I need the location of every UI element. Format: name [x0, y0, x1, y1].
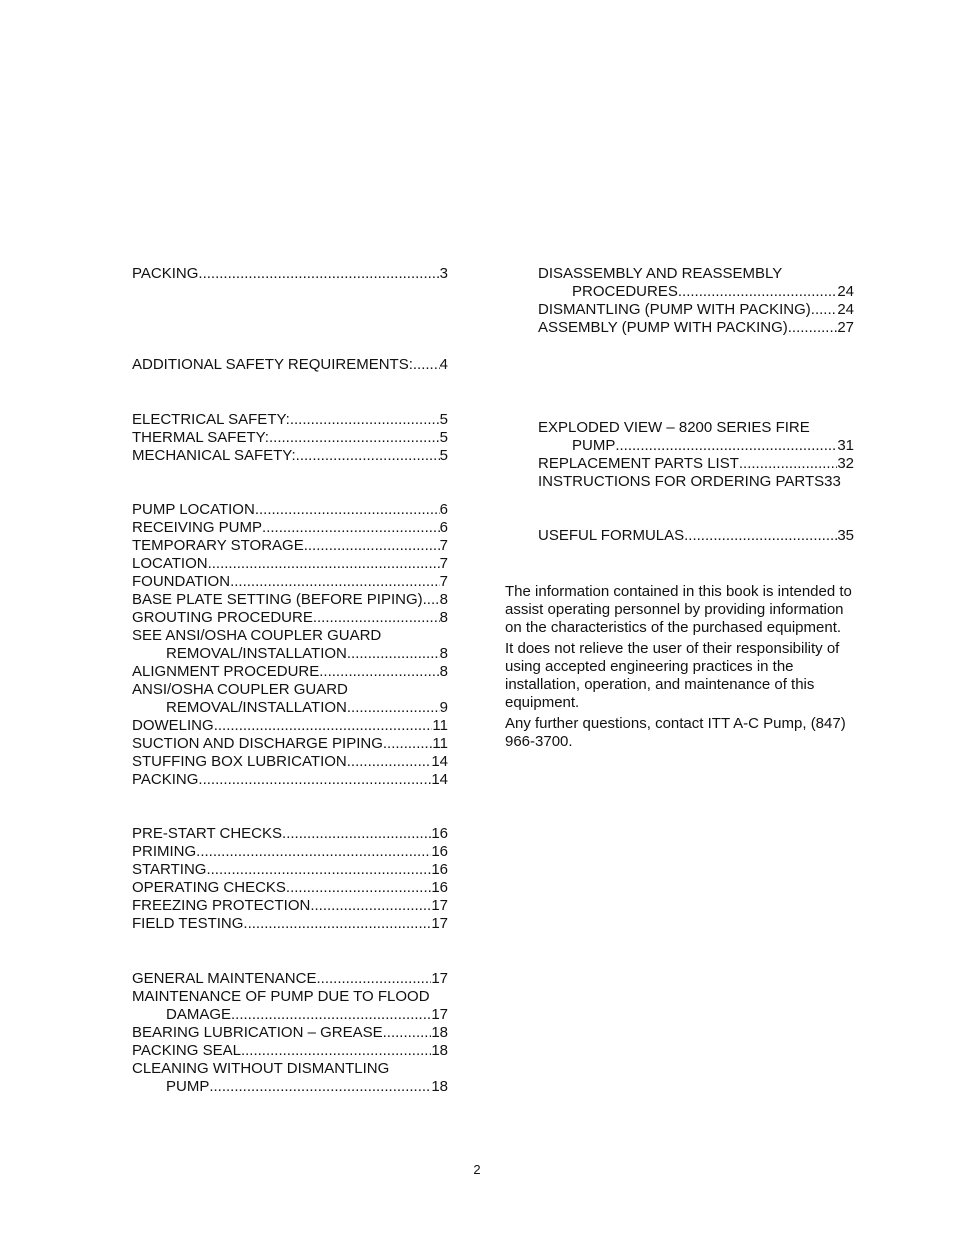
toc-entry-title: RECEIVING PUMP: [132, 519, 263, 536]
toc-entry-title: SUCTION AND DISCHARGE PIPING: [132, 735, 383, 752]
toc-entry: [538, 419, 854, 437]
toc-entry-title: GROUTING PROCEDURE: [132, 609, 313, 626]
toc-entry-title: ANSI/OSHA COUPLER GUARD: [132, 681, 348, 698]
toc-leader: [788, 319, 838, 337]
toc-entry: [132, 897, 448, 915]
toc-entry: [538, 265, 854, 283]
toc-entry: [132, 771, 448, 789]
toc-entry-page: 32: [837, 455, 854, 472]
toc-entry-title: CLEANING WITHOUT DISMANTLING: [132, 1060, 390, 1077]
toc-entry-title: REMOVAL/INSTALLATION: [166, 699, 347, 716]
toc-entry: [538, 319, 854, 337]
toc-entry: [132, 265, 448, 283]
toc-entry-title: SEE ANSI/OSHA COUPLER GUARD: [132, 627, 382, 644]
toc-entry: [132, 1060, 448, 1078]
info-text-block: [505, 583, 860, 754]
toc-leader: [684, 527, 837, 545]
toc-entry-page: 24: [837, 283, 854, 300]
toc-entry-title: STARTING: [132, 861, 207, 878]
toc-entry-page: 27: [837, 319, 854, 336]
info-paragraph: The information contained in this book is intended to assist operating personnel by providing information on the characteristics of the purchased equipment.: [505, 583, 852, 636]
toc-entry-page: 7: [439, 537, 448, 554]
toc-entry: [132, 537, 448, 555]
toc-leader: [269, 429, 440, 447]
toc-entry-page: 8: [439, 609, 448, 626]
toc-entry-page: 8: [439, 591, 448, 608]
toc-entry-title: MAINTENANCE OF PUMP DUE TO FLOOD: [132, 988, 430, 1005]
toc-entry: [132, 411, 448, 429]
toc-entry-title: BASE PLATE SETTING (BEFORE PIPING): [132, 591, 423, 608]
toc-entry: [132, 879, 448, 897]
info-paragraph: It does not relieve the user of their responsibility of using accepted engineering practices in the installation, operation, and maintenance of this equipment.: [505, 640, 840, 711]
toc-leader: [319, 663, 439, 681]
toc-entry-title: ASSEMBLY (PUMP WITH PACKING): [538, 319, 788, 336]
toc-entry-title: PRIMING: [132, 843, 197, 860]
toc-entry-page: 14: [431, 753, 448, 770]
toc-entry-title: FOUNDATION: [132, 573, 231, 590]
toc-entry-page: 18: [431, 1078, 448, 1095]
toc-leader: [413, 356, 440, 374]
toc-entry: [132, 1024, 448, 1042]
toc-leader: [231, 1006, 431, 1024]
toc-leader: [347, 753, 432, 771]
toc-entry-page: 35: [837, 527, 854, 544]
toc-entry-page: 17: [431, 1006, 448, 1023]
toc-leader: [214, 717, 433, 735]
toc-entry-page: 16: [431, 861, 448, 878]
toc-leader: [383, 1024, 432, 1042]
toc-entry-page: 18: [431, 1042, 448, 1059]
toc-entry: [132, 915, 448, 933]
toc-entry-page: 31: [837, 437, 854, 454]
toc-entry-page: 33: [824, 473, 841, 490]
toc-entry-title: PROCEDURES: [572, 283, 678, 300]
toc-entry: [132, 519, 448, 537]
toc-leader: [304, 537, 440, 555]
toc-leader: [811, 301, 838, 319]
toc-leader: [423, 591, 440, 609]
toc-leader: [286, 879, 431, 897]
toc-entry-page: 9: [439, 699, 448, 716]
toc-leader: [316, 970, 431, 988]
toc-entry-title: PACKING: [132, 265, 199, 282]
toc-entry-page: 17: [431, 897, 448, 914]
toc-entry-page: 14: [431, 771, 448, 788]
toc-entry: [538, 455, 854, 473]
toc-entry-page: 5: [439, 429, 448, 446]
toc-entry: [132, 501, 448, 519]
toc-entry-title: EXPLODED VIEW – 8200 SERIES FIRE: [538, 419, 810, 436]
toc-entry-title: DISASSEMBLY AND REASSEMBLY: [538, 265, 783, 282]
toc-leader: [290, 411, 440, 429]
toc-entry-page: 16: [431, 825, 448, 842]
toc-leader: [262, 519, 440, 537]
toc-entry: [132, 627, 448, 645]
toc-entry-title: ALIGNMENT PROCEDURE: [132, 663, 320, 680]
toc-entry-page: 17: [431, 915, 448, 932]
toc-leader: [296, 447, 440, 465]
toc-leader: [255, 501, 440, 519]
toc-entry-title: REMOVAL/INSTALLATION: [166, 645, 347, 662]
toc-entry: [132, 861, 448, 879]
toc-entry-title: DAMAGE: [166, 1006, 232, 1023]
toc-entry: [132, 735, 448, 753]
toc-leader: [678, 283, 837, 301]
toc-leader: [230, 573, 440, 591]
toc-entry-page: 5: [439, 411, 448, 428]
toc-entry-title: LOCATION: [132, 555, 208, 572]
toc-entry: [132, 970, 448, 988]
toc-entry: [132, 429, 448, 447]
toc-entry-page: 16: [431, 843, 448, 860]
toc-entry: [132, 1042, 448, 1060]
toc-entry-page: 3: [439, 265, 448, 282]
toc-entry-page: 4: [439, 356, 448, 373]
toc-entry-title: INSTRUCTIONS FOR ORDERING PARTS: [538, 473, 825, 490]
toc-entry-page: 6: [439, 519, 448, 536]
toc-entry-title: PUMP LOCATION: [132, 501, 255, 518]
toc-entry: [132, 1078, 448, 1096]
toc-entry-title: PUMP: [166, 1078, 210, 1095]
toc-entry-title: PUMP: [572, 437, 616, 454]
toc-leader: [241, 1042, 431, 1060]
toc-entry-title: REPLACEMENT PARTS LIST: [538, 455, 739, 472]
toc-entry-page: 24: [837, 301, 854, 318]
toc-entry-title: ADDITIONAL SAFETY REQUIREMENTS:: [132, 356, 413, 373]
toc-leader: [313, 609, 440, 627]
toc-leader: [347, 699, 440, 717]
toc-entry-page: 11: [432, 717, 448, 734]
toc-entry: [132, 609, 448, 627]
toc-entry: [538, 473, 854, 491]
toc-entry: [132, 717, 448, 735]
toc-entry-title: BEARING LUBRICATION – GREASE: [132, 1024, 383, 1041]
toc-entry: [132, 663, 448, 681]
toc-leader: [198, 265, 439, 283]
toc-entry-page: 11: [432, 735, 448, 752]
toc-entry: [132, 988, 448, 1006]
toc-entry-page: 17: [431, 970, 448, 987]
toc-entry: [132, 843, 448, 861]
toc-entry-title: PACKING SEAL: [132, 1042, 241, 1059]
toc-entry: [132, 1006, 448, 1024]
toc-entry-title: GENERAL MAINTENANCE: [132, 970, 317, 987]
toc-entry-title: MECHANICAL SAFETY:: [132, 447, 296, 464]
toc-entry-title: THERMAL SAFETY:: [132, 429, 269, 446]
toc-entry-page: 8: [439, 663, 448, 680]
toc-entry: [132, 591, 448, 609]
toc-entry: [132, 825, 448, 843]
toc-entry: [132, 699, 448, 717]
toc-entry: [132, 753, 448, 771]
page-number: 2: [473, 1162, 481, 1177]
toc-entry-title: PACKING: [132, 771, 199, 788]
toc-entry-title: DOWELING: [132, 717, 214, 734]
toc-entry-title: ELECTRICAL SAFETY:: [132, 411, 290, 428]
toc-entry: [538, 437, 854, 455]
toc-entry-title: FIELD TESTING: [132, 915, 244, 932]
toc-leader: [243, 915, 431, 933]
toc-entry: [132, 681, 448, 699]
toc-entry-title: FREEZING PROTECTION: [132, 897, 311, 914]
toc-entry: [132, 555, 448, 573]
toc-entry: [132, 356, 448, 374]
toc-entry: [538, 301, 854, 319]
toc-entry-title: PRE-START CHECKS: [132, 825, 283, 842]
toc-leader: [383, 735, 433, 753]
toc-left-column: [132, 265, 448, 1096]
toc-leader: [282, 825, 431, 843]
toc-entry-page: 18: [431, 1024, 448, 1041]
toc-entry-page: 7: [439, 573, 448, 590]
toc-entry: [538, 283, 854, 301]
toc-leader: [198, 771, 431, 789]
toc-leader: [739, 455, 837, 473]
toc-leader: [209, 1078, 431, 1096]
toc-entry-title: DISMANTLING (PUMP WITH PACKING): [538, 301, 811, 318]
toc-leader: [347, 645, 440, 663]
info-paragraph: Any further questions, contact ITT A-C Pump, (847) 966-3700.: [505, 715, 846, 750]
toc-entry-title: STUFFING BOX LUBRICATION: [132, 753, 347, 770]
toc-entry: [132, 645, 448, 663]
toc-entry-title: OPERATING CHECKS: [132, 879, 286, 896]
toc-entry: [132, 447, 448, 465]
toc-entry-page: 8: [439, 645, 448, 662]
toc-right-column: [538, 265, 854, 545]
toc-entry: [132, 573, 448, 591]
toc-entry: [538, 527, 854, 545]
toc-leader: [196, 843, 431, 861]
toc-entry-page: 5: [439, 447, 448, 464]
toc-entry-title: TEMPORARY STORAGE: [132, 537, 304, 554]
toc-entry-title: USEFUL FORMULAS: [538, 527, 685, 544]
toc-leader: [310, 897, 431, 915]
toc-entry-page: 6: [439, 501, 448, 518]
toc-entry-page: 7: [439, 555, 448, 572]
toc-leader: [208, 555, 440, 573]
toc-leader: [206, 861, 431, 879]
toc-entry-page: 16: [431, 879, 448, 896]
toc-leader: [615, 437, 837, 455]
